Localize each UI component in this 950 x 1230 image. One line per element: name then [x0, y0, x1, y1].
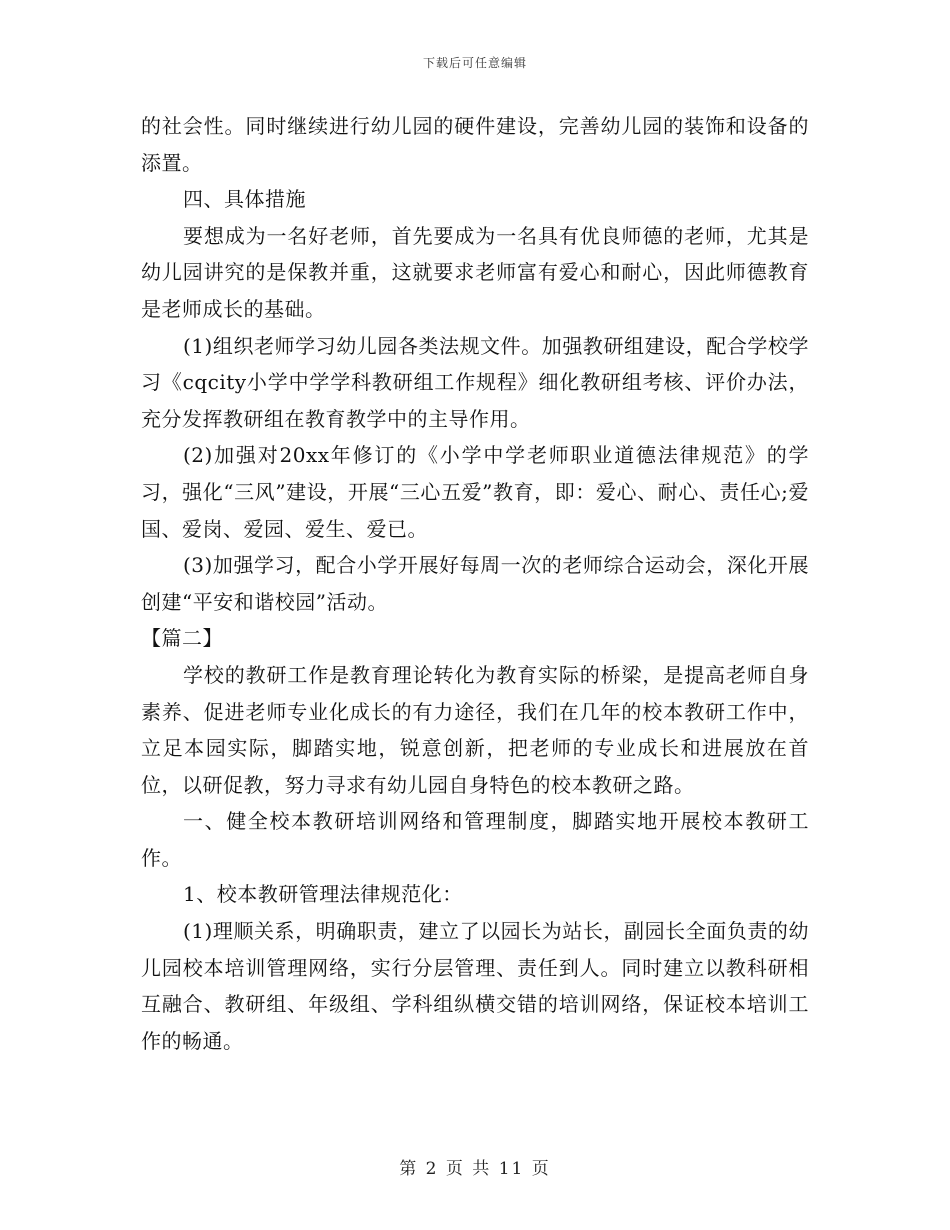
part-heading: 【篇二】 — [141, 626, 223, 651]
subsection-heading: 1、校本教研管理法律规范化： — [183, 882, 463, 907]
list-item: (1)组织老师学习幼儿园各类法规文件。加强教研组建设，配合学校学习《cqcity小学中学学科教研组工作规程》细化教研组考核、评价办法，充分发挥教研组在教育教学中的主导作用。 — [141, 333, 809, 431]
list-item: (3)加强学习，配合小学开展好每周一次的老师综合运动会，深化开展创建“平安和谐校园”活动。 — [141, 553, 809, 614]
page-header: 下载后可任意编辑 — [422, 56, 527, 70]
section-heading: 一、健全校本教研培训网络和管理制度，脚踏实地开展校本教研工作。 — [141, 809, 809, 870]
paragraph: 要想成为一名好老师，首先要成为一名具有优良师德的老师，尤其是幼儿园讲究的是保教并重，这就要求老师富有爱心和耐心，因此师德教育是老师成长的基础。 — [141, 223, 809, 321]
section-heading: 四、具体措施 — [183, 187, 306, 212]
paragraph: 学校的教研工作是教育理论转化为教育实际的桥梁，是提高老师自身素养、促进老师专业化成长的有力途径，我们在几年的校本教研工作中，立足本园实际，脚踏实地，锐意创新，把老师的专业成长和进展放在首位，以研促教，努力寻求有幼儿园自身特色的校本教研之路。 — [141, 662, 809, 797]
document-body — [141, 108, 809, 1059]
page-number: 第 2 页 共 11 页 — [399, 1159, 551, 1179]
list-item: (2)加强对20xx年修订的《小学中学老师职业道德法律规范》的学习，强化“三风”建设，开展“三心五爱”教育，即：爱心、耐心、责任心;爱国、爱岗、爱园、爱生、爱已。 — [141, 443, 809, 541]
paragraph: 的社会性。同时继续进行幼儿园的硬件建设，完善幼儿园的装饰和设备的添置。 — [141, 114, 809, 175]
list-item: (1)理顺关系，明确职责，建立了以园长为站长，副园长全面负责的幼儿园校本培训管理网络，实行分层管理、责任到人。同时建立以教科研相互融合、教研组、年级组、学科组纵横交错的培训网络，保证校本培训工作的畅通。 — [141, 919, 809, 1053]
